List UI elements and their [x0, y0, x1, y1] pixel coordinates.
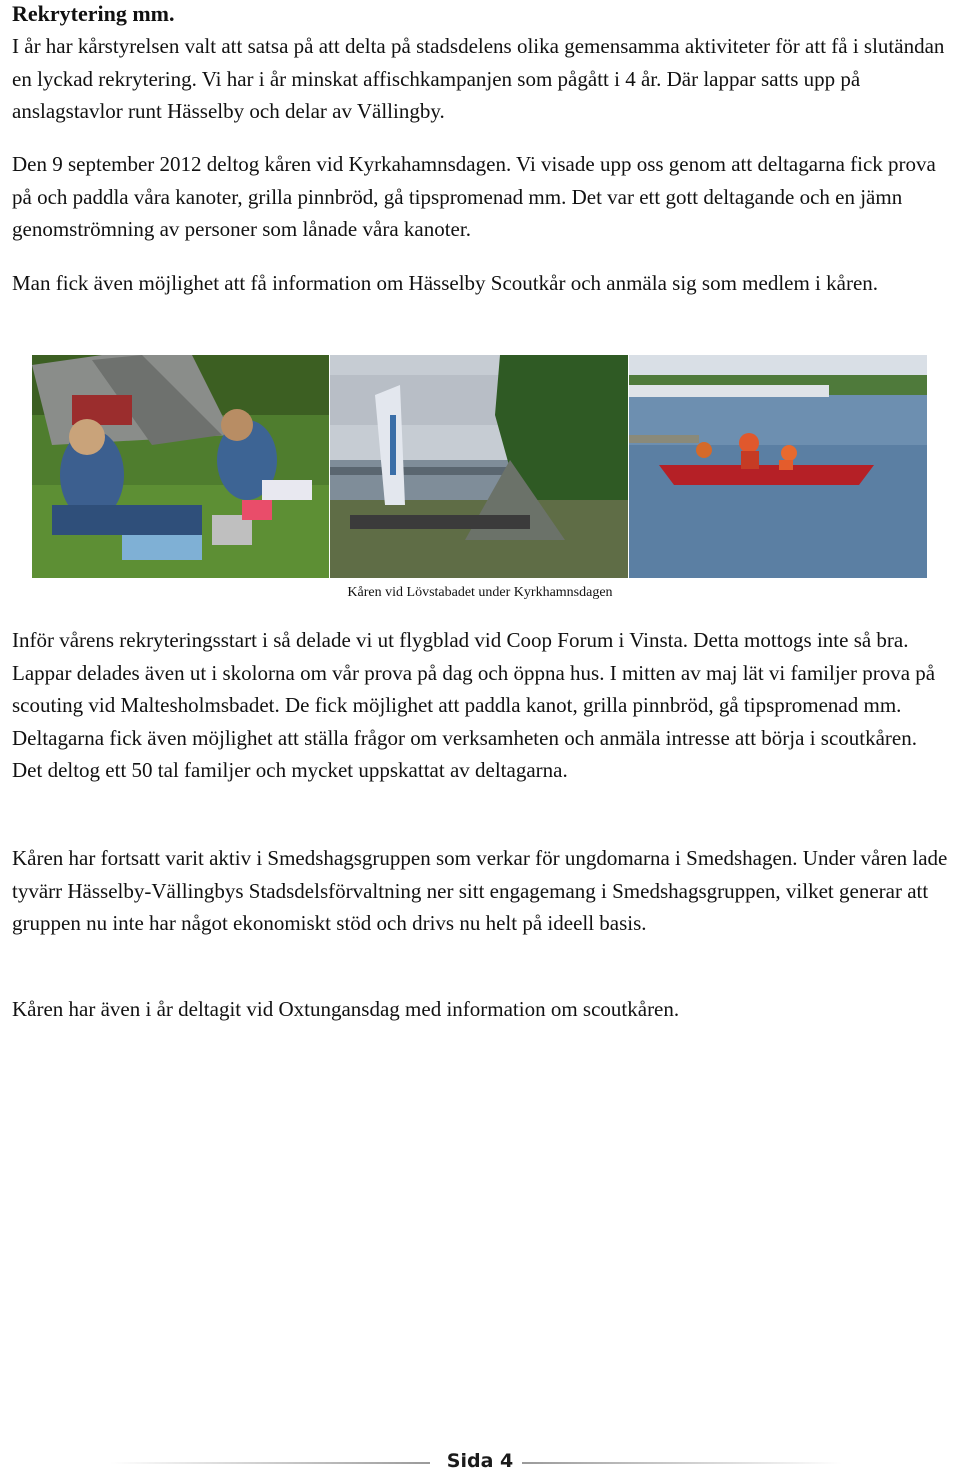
paragraph-smedshagsgruppen: Kåren har fortsatt varit aktiv i Smedshagsgruppen som verkar för ungdomarna i Smedshagen. Under våren lade tyvärr Hässelby-Vällingbys Stadsdelsförvaltning ner sitt engagemang i Smedshagsgruppen, vilket generar att gruppen nu inte har något ekonomiskt stöd och drivs nu helt på ideell basis. — [12, 846, 948, 936]
photo-caption: Kåren vid Lövstabadet under Kyrkhamnsdagen — [347, 585, 613, 600]
photo-strip — [32, 355, 927, 578]
photo-lake-tent-banner — [330, 355, 628, 578]
paragraph-spring-recruitment: Inför vårens rekryteringsstart i så delade vi ut flygblad vid Coop Forum i Vinsta. Detta mottogs inte så bra. Lappar delades även ut i skolorna om vår prova på dag och öppna hus. I mitten av maj lät vi familjer prova på scouting vid Maltesholmsbadet. De fick möjlighet att paddla kanot, grilla pinnbröd, gå tipspromenad mm. Deltagarna fick även möjlighet att ställa frågor om verksamheten och anmäla intresse att börja i scoutkåren. Det deltog ett 50 tal familjer och mycket uppskattat av deltagarna. — [12, 628, 936, 783]
paragraph-information: Man fick även möjlighet att få information om Hässelby Scoutkår och anmäla sig som medlem i kåren. — [12, 271, 879, 295]
page-number: Sida 4 — [446, 1450, 514, 1472]
section-heading: Rekrytering mm. — [12, 1, 175, 26]
paragraph-kyrkhamnsdagen: Den 9 september 2012 deltog kåren vid Kyrkahamnsdagen. Vi visade upp oss genom att deltagarna fick prova på och paddla våra kanoter, grilla pinnbröd, gå tipspromenad mm. Det var ett gott deltagande och en jämn genomströmning av personer som lånade våra kanoter. — [12, 152, 936, 242]
paragraph-oxtungansdag: Kåren har även i år deltagit vid Oxtungansdag med information om scoutkåren. — [12, 997, 680, 1021]
paragraph-recruitment-intro: I år har kårstyrelsen valt att satsa på att delta på stadsdelens olika gemensamma aktiviteter för att få i slutändan en lyckad rekrytering. Vi har i år minskat affischkampanjen som pågått i 4 år. Där lappar satts upp på anslagstavlor runt Hässelby och delar av Vällingby. — [12, 34, 945, 124]
photo-red-canoe — [629, 355, 927, 578]
photo-scouts-on-grass — [32, 355, 329, 578]
